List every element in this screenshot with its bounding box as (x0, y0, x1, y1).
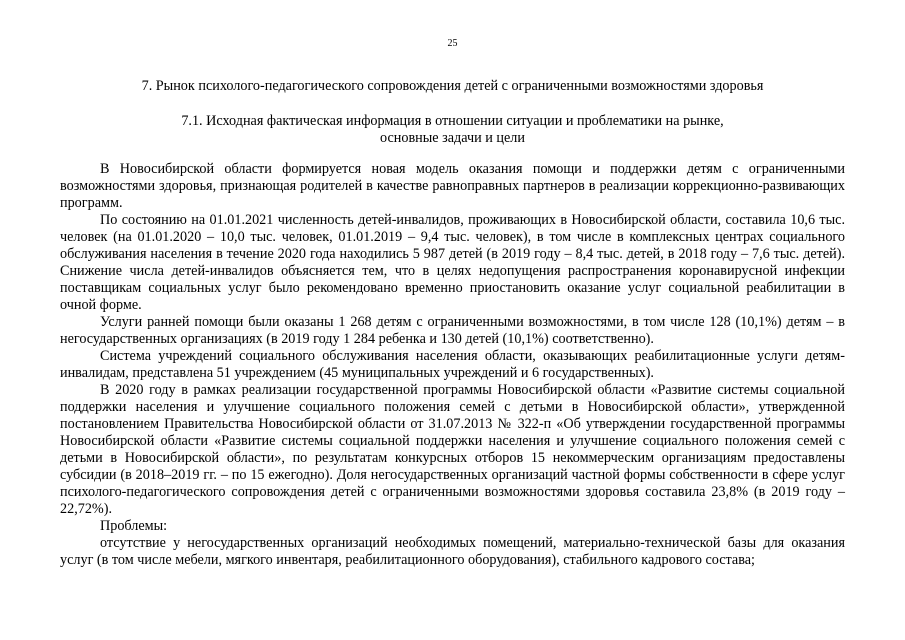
paragraph-early-help: Услуги ранней помощи были оказаны 1 268 детям с ограниченными возможностями, в том числе 128 (10,1%) детям – в негосударственных организациях (в 2019 году 1 284 ребенка и 130 детей (10,1%) соответственно). (60, 314, 845, 347)
section-title: 7. Рынок психолого-педагогического сопровождения детей с ограниченными возможностями здоровья (141, 78, 764, 94)
paragraph-problem-item: отсутствие у негосударственных организаций необходимых помещений, материально-технической базы для оказания услуг (в том числе мебели, мягкого инвентаря, реабилитационного оборудования), стабильного кадрового состава; (60, 535, 845, 568)
paragraph-new-model: В Новосибирской области формируется новая модель оказания помощи и поддержки детям с ограниченными возможностями здоровья, признающая родителей в качестве равноправных партнеров в реализации коррекционно-развивающих программ. (60, 161, 845, 211)
subsection-title (60, 113, 845, 147)
paragraph-disabled-children-count: По состоянию на 01.01.2021 численность детей-инвалидов, проживающих в Новосибирской области, составила 10,6 тыс. человек (на 01.01.2020 – 10,0 тыс. человек, 01.01.2019 – 9,4 тыс. человек), в том числе в комплексных центрах социального обслуживания населения в течение 2020 года находились 5 987 детей (в 2019 году – 8,4 тыс. детей, в 2018 году – 7,6 тыс. детей). Снижение числа детей-инвалидов объясняется тем, что в целях недопущения распространения коронавирусной инфекции поставщикам социальных услуг было рекомендовано временно приостановить оказание услуг социальной реабилитации в очной форме. (60, 212, 845, 313)
subsection-title-line-1: 7.1. Исходная фактическая информация в отношении ситуации и проблематики на рынке, (181, 113, 724, 129)
paragraph-state-program: В 2020 году в рамках реализации государственной программы Новосибирской области «Развитие системы социальной поддержки населения и улучшение социального положения семей с детьми в Новосибирской области», утвержденной постановлением Правительства Новосибирской области от 31.07.2013 № 322-п «Об утверждении государственной программы Новосибирской области «Развитие системы социальной поддержки населения и улучшение социального положения семей с детьми в Новосибирской области», по результатам конкурсных отборов 15 некоммерческим организациям предоставлены субсидии (в 2018–2019 гг. – по 15 ежегодно). Доля негосударственных организаций частной формы собственности в сфере услуг психолого-педагогического сопровождения детей с ограниченными возможностями здоровья составила 23,8% (в 2019 году – 22,72%). (60, 382, 845, 517)
subsection-title-line-2: основные задачи и цели (380, 130, 525, 146)
paragraph-problems-heading: Проблемы: (100, 518, 168, 534)
body-text (60, 161, 845, 569)
paragraph-institutions: Система учреждений социального обслуживания населения области, оказывающих реабилитационные услуги детям-инвалидам, представлена 51 учреждением (45 муниципальных учреждений и 6 государственных). (60, 348, 845, 381)
page-number: 25 (447, 38, 458, 49)
